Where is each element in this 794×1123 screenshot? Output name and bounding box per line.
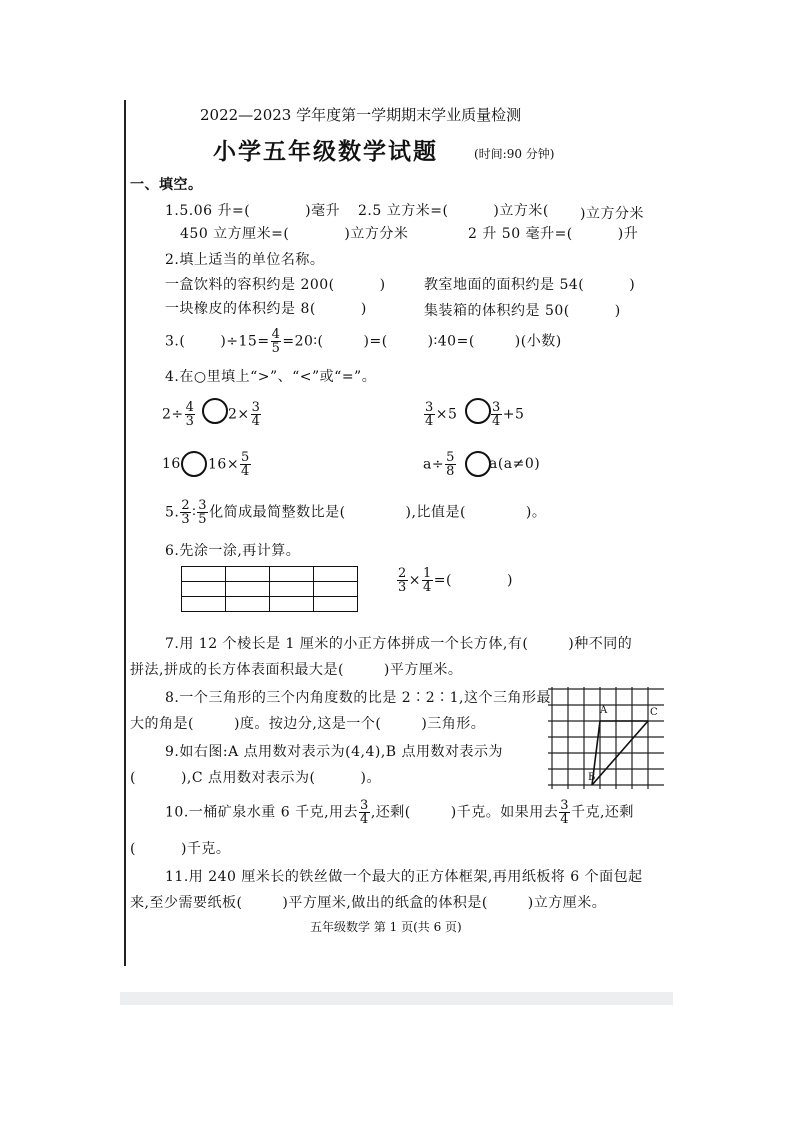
q6-grid[interactable] [181, 566, 358, 612]
q4-expr1-right: 2× $\frac{3}{4}$ [228, 400, 261, 429]
q4-compare-circle-1[interactable] [202, 398, 228, 424]
q4-heading: 4.在○里填上“>”、“<”或“=”。 [165, 369, 377, 385]
q6-expression: $\frac{2}{3}$ × $\frac{1}{4}$ =( ) [398, 566, 513, 595]
page-title: 小学五年级数学试题 [213, 138, 438, 165]
school-year-heading: 2022—2023 学年度第一学期期末学业质量检测 [200, 106, 522, 124]
point-a-label: A [600, 705, 608, 716]
q11-line1: 11.用 240 厘米长的铁丝做一个最大的正方体框架,再用纸板将 6 个面包起 [165, 869, 643, 885]
q4-compare-circle-4[interactable] [465, 451, 491, 477]
point-c-label: C [650, 707, 658, 718]
q4-expr3-right: 16× $\frac{5}{4}$ [208, 450, 250, 479]
coordinate-grid-figure [548, 687, 664, 789]
q10-line2: ( )千克。 [130, 841, 231, 857]
left-margin-line [124, 100, 126, 966]
q1-b-end: )立方分米 [580, 206, 644, 222]
point-b-label: B [588, 772, 596, 783]
q7-line1: 7.用 12 个棱长是 1 厘米的小正方体拼成一个长方体,有( )种不同的 [165, 636, 633, 652]
q4-compare-circle-3[interactable] [181, 451, 207, 477]
q9-line2: ( ),C 点用数对表示为( )。 [130, 770, 381, 786]
exam-time: (时间:90 分钟) [474, 147, 555, 161]
q4-expr2-right: $\frac{3}{4}$ +5 [492, 400, 525, 429]
q1-a: 1.5.06 升=( )毫升 [165, 203, 341, 219]
q1-b: 2.5 立方米=( )立方米( [358, 203, 549, 219]
q2-b: 教室地面的面积约是 54( ) [424, 277, 636, 293]
q8-line2: 大的角是( )度。按边分,这是一个( )三角形。 [130, 716, 486, 732]
q4-compare-circle-2[interactable] [465, 398, 491, 424]
q11-line2: 来,至少需要纸板( )平方厘米,做出的纸盒的体积是( )立方厘米。 [130, 895, 607, 911]
section-heading: 一、填空。 [130, 177, 203, 193]
scan-bottom-band [120, 992, 673, 1005]
page-footer: 五年级数学 第 1 页(共 6 页) [310, 920, 462, 934]
q1-d: 2 升 50 毫升=( )升 [468, 226, 639, 242]
q1-c: 450 立方厘米=( )立方分米 [180, 226, 409, 242]
q4-expr1-left: 2÷ $\frac{4}{3}$ [162, 400, 195, 429]
q4-expr4-left: a÷ $\frac{5}{8}$ [423, 450, 455, 479]
q4-expr3-left: 16 [162, 456, 181, 472]
q10-line1: 10.一桶矿泉水重 6 千克,用去 $\frac{3}{4}$ ,还剩( )千克。如果用去 $\frac{3}{4}$ 千克,还剩 [165, 798, 634, 827]
q2-a: 一盒饮料的容积约是 200( ) [165, 277, 386, 293]
q4-expr4-right: a(a≠0) [489, 456, 541, 472]
q8-line1: 8.一个三角形的三个内角度数的比是 2∶2∶1,这个三角形最 [165, 690, 551, 706]
q2-heading: 2.填上适当的单位名称。 [165, 252, 325, 268]
q3-fraction: $\frac{4}{5}$ [271, 327, 281, 356]
q6-heading: 6.先涂一涂,再计算。 [165, 543, 301, 559]
q3: 3.( )÷15= $\frac{4}{5}$ =20∶( )=( )∶40=( )(小数) [165, 327, 562, 356]
q4-expr2-left: $\frac{3}{4}$ ×5 [425, 400, 458, 429]
q2-d: 集装箱的体积约是 50( ) [424, 303, 621, 319]
q9-line1: 9.如右图:A 点用数对表示为(4,4),B 点用数对表示为 [165, 744, 504, 760]
q2-c: 一块橡皮的体积约是 8( ) [165, 301, 367, 317]
q7-line2: 拼法,拼成的长方体表面积最大是( )平方厘米。 [130, 662, 463, 678]
q5: 5. $\frac{2}{3}$ ∶ $\frac{3}{5}$ 化简成最简整数比是( ),比值是( )。 [165, 498, 547, 527]
